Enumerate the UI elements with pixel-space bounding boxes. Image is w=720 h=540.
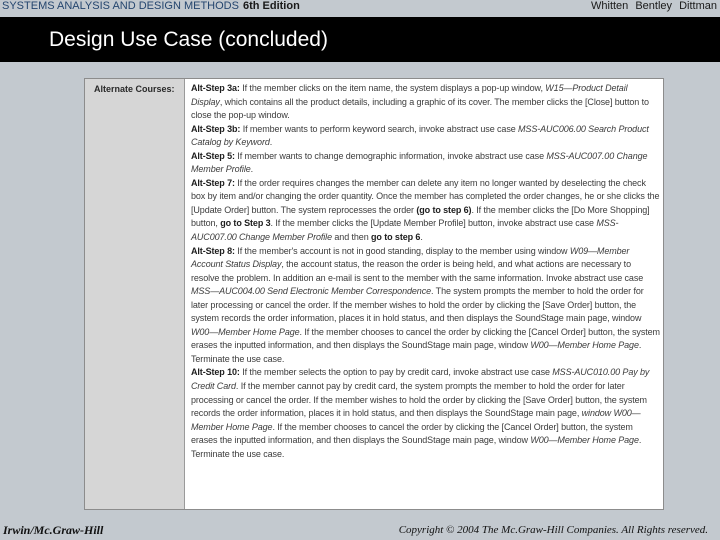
- alt-step-3b-label: Alt-Step 3b:: [191, 123, 241, 134]
- alt-step-7-usecase-ref: MSS-AUC007.00 Change Member Profile: [191, 218, 619, 243]
- title-bar: [0, 17, 720, 62]
- alt-step-10: [191, 366, 661, 461]
- publisher-name: Irwin/Mc.Graw-Hill: [3, 523, 104, 537]
- alt-step-7-goto-6b: go to step 6: [371, 232, 421, 243]
- alt-step-7-text-3: . If the member clicks the [Update Member Profile] button, invoke abstract use case: [270, 218, 597, 229]
- alt-step-5-usecase-ref: MSS-AUC007.00 Change Member Profile: [191, 150, 648, 175]
- alt-step-10-text: If the member selects the option to pay by credit card, invoke abstract use case: [239, 367, 553, 378]
- alt-step-7-goto-6: (go to step 6): [416, 204, 472, 215]
- alt-step-8-window-ref-3: W00—Member Home Page: [530, 340, 639, 351]
- alt-step-7-text-4: and then: [331, 232, 372, 243]
- alternate-courses-label: Alternate Courses:: [94, 84, 175, 94]
- alt-step-5: [191, 150, 661, 177]
- alt-step-3a: [191, 82, 661, 123]
- alt-step-8-text: If the member's account is not in good standing, display to the member using window: [234, 245, 570, 256]
- alt-step-5-label: Alt-Step 5:: [191, 150, 235, 161]
- use-case-table: [84, 78, 664, 510]
- alt-step-8-label: Alt-Step 8:: [191, 245, 235, 256]
- alt-step-8-text-end: . Terminate the use case.: [191, 340, 642, 364]
- alt-step-8-usecase-ref: MSS—AUC004.00 Send Electronic Member Correspondence: [191, 286, 432, 297]
- edition-label: 6th Edition: [242, 0, 300, 12]
- alt-step-7-goto-3: go to Step 3: [220, 218, 271, 229]
- alt-step-10-text-end: . Terminate the use case.: [191, 435, 642, 459]
- alt-step-7-text-end: .: [420, 232, 423, 243]
- alt-step-8-window-ref-2: W00—Member Home Page: [191, 326, 300, 337]
- alt-step-3b-usecase-ref: MSS-AUC006.00 Search Product Catalog by Keyword: [191, 123, 649, 148]
- alternate-courses-content: [191, 82, 661, 461]
- course-title: [2, 0, 300, 13]
- alt-step-8: [191, 245, 661, 367]
- copyright-notice: Copyright © 2004 The Mc.Graw-Hill Companies. All Rights reserved.: [398, 524, 708, 536]
- course-title-text: SYSTEMS ANALYSIS AND DESIGN METHODS: [2, 0, 239, 12]
- alt-step-10-window-ref-2: W00—Member Home Page: [530, 435, 639, 446]
- alt-step-7-label: Alt-Step 7:: [191, 177, 235, 188]
- alt-step-3b-text: If member wants to perform keyword search, invoke abstract use case: [240, 123, 519, 134]
- label-column: [85, 79, 185, 509]
- alt-step-8-text-3: . The system prompts the member to hold the order for later processing or cancel the order. If the member wishes to hold the order by clicking the [Save Order] button, the system records the order information, places it in hold status, and then displays the SoundStage main page, window: [191, 286, 644, 324]
- alt-step-8-text-4: . If the member chooses to cancel the order by clicking the [Cancel Order] button, the system erases the inputted information, and then displays the SoundStage main page, window: [191, 326, 660, 351]
- alt-step-3a-window-ref: W15—Product Detail Display: [191, 83, 628, 107]
- alt-step-10-label: Alt-Step 10:: [191, 367, 240, 378]
- alt-step-8-text-2: , the account status, the reason the order is being held, and what actions are necessary to resolve the problem. In addition an e-mail is sent to the member with the same information. Invoke abstract use case: [191, 259, 644, 283]
- alt-step-3b-text-end: .: [269, 137, 273, 148]
- alt-step-5-text-end: .: [250, 164, 254, 175]
- alt-step-10-usecase-ref: MSS-AUC010.00 Pay by Credit Card: [191, 367, 650, 392]
- alt-step-10-text-2: . If the member cannot pay by credit card, the system prompts the member to hold the order for later processing or cancel the order. If the member wishes to hold the order by clicking the [Save Order] button, the system records the order information, places it in hold status, and then displays the SoundStage main page,: [191, 381, 647, 419]
- alt-step-3a-text-end: , which contains all the product details, including a graphic of its cover. The member clicks the [Close] button to close the pop-up window.: [191, 96, 649, 121]
- alt-step-10-text-3: . If the member chooses to cancel the order by clicking the [Cancel Order] button, the system erases the inputted information, and then displays the SoundStage main page, window: [191, 421, 633, 446]
- authors: Whitten Bentley Dittman: [591, 0, 717, 12]
- alt-step-3a-text: If the member clicks on the item name, the system displays a pop-up window,: [239, 83, 546, 93]
- alt-step-7-text-2: . If the member clicks the [Do More Shopping] button,: [191, 204, 650, 229]
- header-bar: [0, 0, 720, 17]
- slide-title: Design Use Case (concluded): [49, 28, 328, 51]
- alt-step-5-text: If member wants to change demographic information, invoke abstract use case: [234, 150, 547, 161]
- alt-step-7-text: If the order requires changes the member can delete any item no longer wanted by deselecting the check box by item and/or changing the order quantity. Once the member has completed the order changes, he or she clicks the [Update Order] button. The system reprocesses the order: [191, 177, 660, 215]
- alt-step-8-window-ref-1: W09—Member Account Status Display: [191, 245, 630, 270]
- alt-step-7: [191, 177, 661, 245]
- alt-step-3a-label: Alt-Step 3a:: [191, 83, 240, 93]
- alt-step-10-window-ref-1: window W00—Member Home Page: [191, 408, 641, 432]
- alt-step-3b: [191, 123, 661, 150]
